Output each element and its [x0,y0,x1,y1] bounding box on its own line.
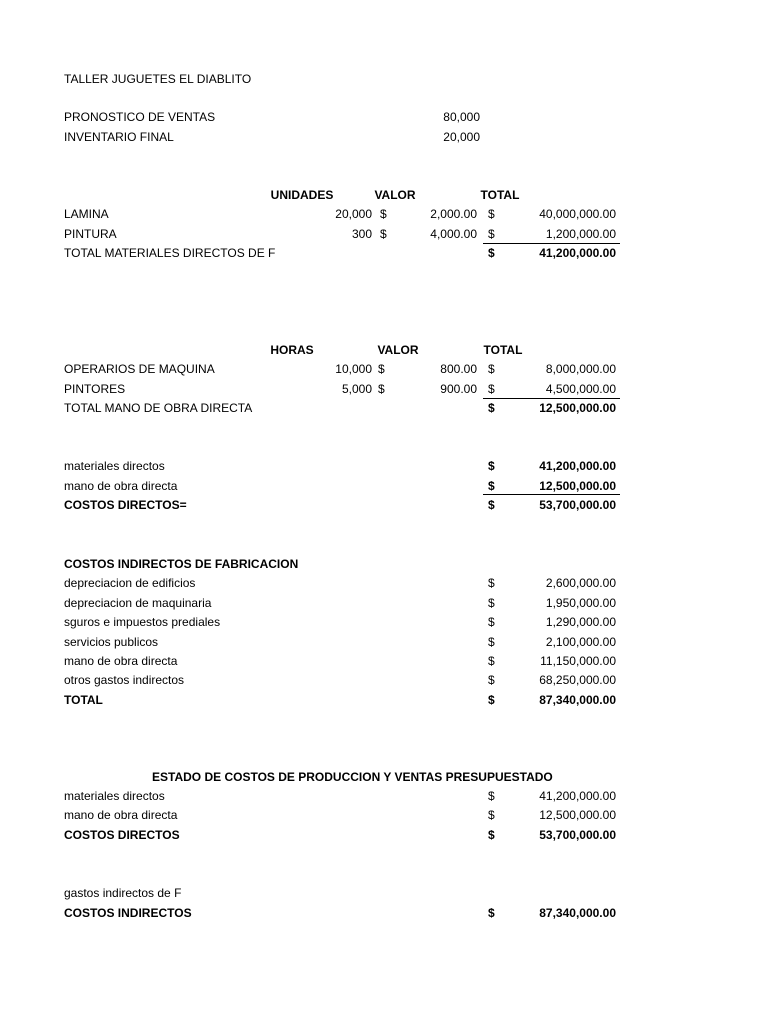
row-total: 40,000,000.00 [539,207,616,221]
row-value: 12,500,000.00 [539,479,616,493]
total-label: TOTAL MATERIALES DIRECTOS DE F [64,246,276,260]
currency-symbol: $ [488,207,495,221]
sum-divider [483,398,620,399]
row-hours: 5,000 [341,382,372,396]
forecast-label: PRONOSTICO DE VENTAS [64,110,216,124]
total-value: 87,340,000.00 [539,693,616,707]
column-header-total: TOTAL [483,343,523,357]
row-value: 68,250,000.00 [539,673,616,687]
forecast-value: 80,000 [443,110,480,124]
currency-symbol: $ [488,596,495,610]
currency-symbol: $ [488,362,495,376]
row-label: LAMINA [64,207,109,221]
row-value: 2,100,000.00 [545,635,616,649]
currency-symbol: $ [378,382,385,396]
total-value: 12,500,000.00 [539,401,616,415]
row-label: materiales directos [64,789,165,803]
row-total: 1,200,000.00 [545,227,616,241]
section-title: COSTOS INDIRECTOS DE FABRICACION [64,557,299,571]
currency-symbol: $ [488,906,495,920]
row-label: OPERARIOS DE MAQUINA [64,362,215,376]
row-label: otros gastos indirectos [64,673,185,687]
currency-symbol: $ [488,382,495,396]
currency-symbol: $ [488,459,495,473]
currency-symbol: $ [488,401,495,415]
total-value: 87,340,000.00 [539,906,616,920]
row-label: depreciacion de maquinaria [64,596,212,610]
row-value: 12,500,000.00 [539,808,616,822]
row-value: 1,290,000.00 [545,615,616,629]
row-label: sguros e impuestos prediales [64,615,221,629]
row-value: 900.00 [440,382,477,396]
statement-title: ESTADO DE COSTOS DE PRODUCCION Y VENTAS PRESUPUESTADO [152,770,553,784]
currency-symbol: $ [488,654,495,668]
column-header-units: UNIDADES [270,188,334,202]
currency-symbol: $ [488,635,495,649]
currency-symbol: $ [380,207,387,221]
row-hours: 10,000 [335,362,372,376]
currency-symbol: $ [488,227,495,241]
currency-symbol: $ [380,227,387,241]
sum-divider [483,494,620,495]
row-value: 4,000.00 [430,227,477,241]
forecast-label: INVENTARIO FINAL [64,130,174,144]
column-header-total: TOTAL [480,188,520,202]
row-units: 20,000 [335,207,372,221]
company-title: TALLER JUGUETES EL DIABLITO [64,72,252,86]
row-value: 1,950,000.00 [545,596,616,610]
row-value: 11,150,000.00 [540,654,616,668]
row-label: mano de obra directa [64,479,178,493]
row-value: 41,200,000.00 [539,459,616,473]
total-label: COSTOS DIRECTOS [64,828,180,842]
total-label: TOTAL [64,693,103,707]
currency-symbol: $ [488,673,495,687]
currency-symbol: $ [488,576,495,590]
row-label: PINTORES [64,382,126,396]
currency-symbol: $ [488,693,495,707]
total-value: 53,700,000.00 [539,498,616,512]
forecast-value: 20,000 [443,130,480,144]
total-label: COSTOS DIRECTOS= [64,498,187,512]
currency-symbol: $ [488,828,495,842]
column-header-hours: HORAS [270,343,314,357]
currency-symbol: $ [488,615,495,629]
total-value: 53,700,000.00 [539,828,616,842]
row-units: 300 [351,227,372,241]
row-value: 2,600,000.00 [545,576,616,590]
currency-symbol: $ [488,498,495,512]
sum-divider [483,243,620,244]
currency-symbol: $ [488,479,495,493]
row-label: PINTURA [64,227,117,241]
total-label: TOTAL MANO DE OBRA DIRECTA [64,401,253,415]
row-label: mano de obra directa [64,654,178,668]
row-label: mano de obra directa [64,808,178,822]
currency-symbol: $ [488,808,495,822]
row-label: depreciacion de edificios [64,576,196,590]
row-value: 800.00 [440,362,477,376]
row-total: 8,000,000.00 [545,362,616,376]
column-header-value: VALOR [377,343,419,357]
row-value: 41,200,000.00 [539,789,616,803]
row-label: servicios publicos [64,635,159,649]
row-label: gastos indirectos de F [64,886,182,900]
currency-symbol: $ [378,362,385,376]
row-value: 2,000.00 [430,207,477,221]
row-total: 4,500,000.00 [545,382,616,396]
currency-symbol: $ [488,246,495,260]
column-header-value: VALOR [374,188,416,202]
total-value: 41,200,000.00 [539,246,616,260]
row-label: materiales directos [64,459,165,473]
total-label: COSTOS INDIRECTOS [64,906,192,920]
currency-symbol: $ [488,789,495,803]
